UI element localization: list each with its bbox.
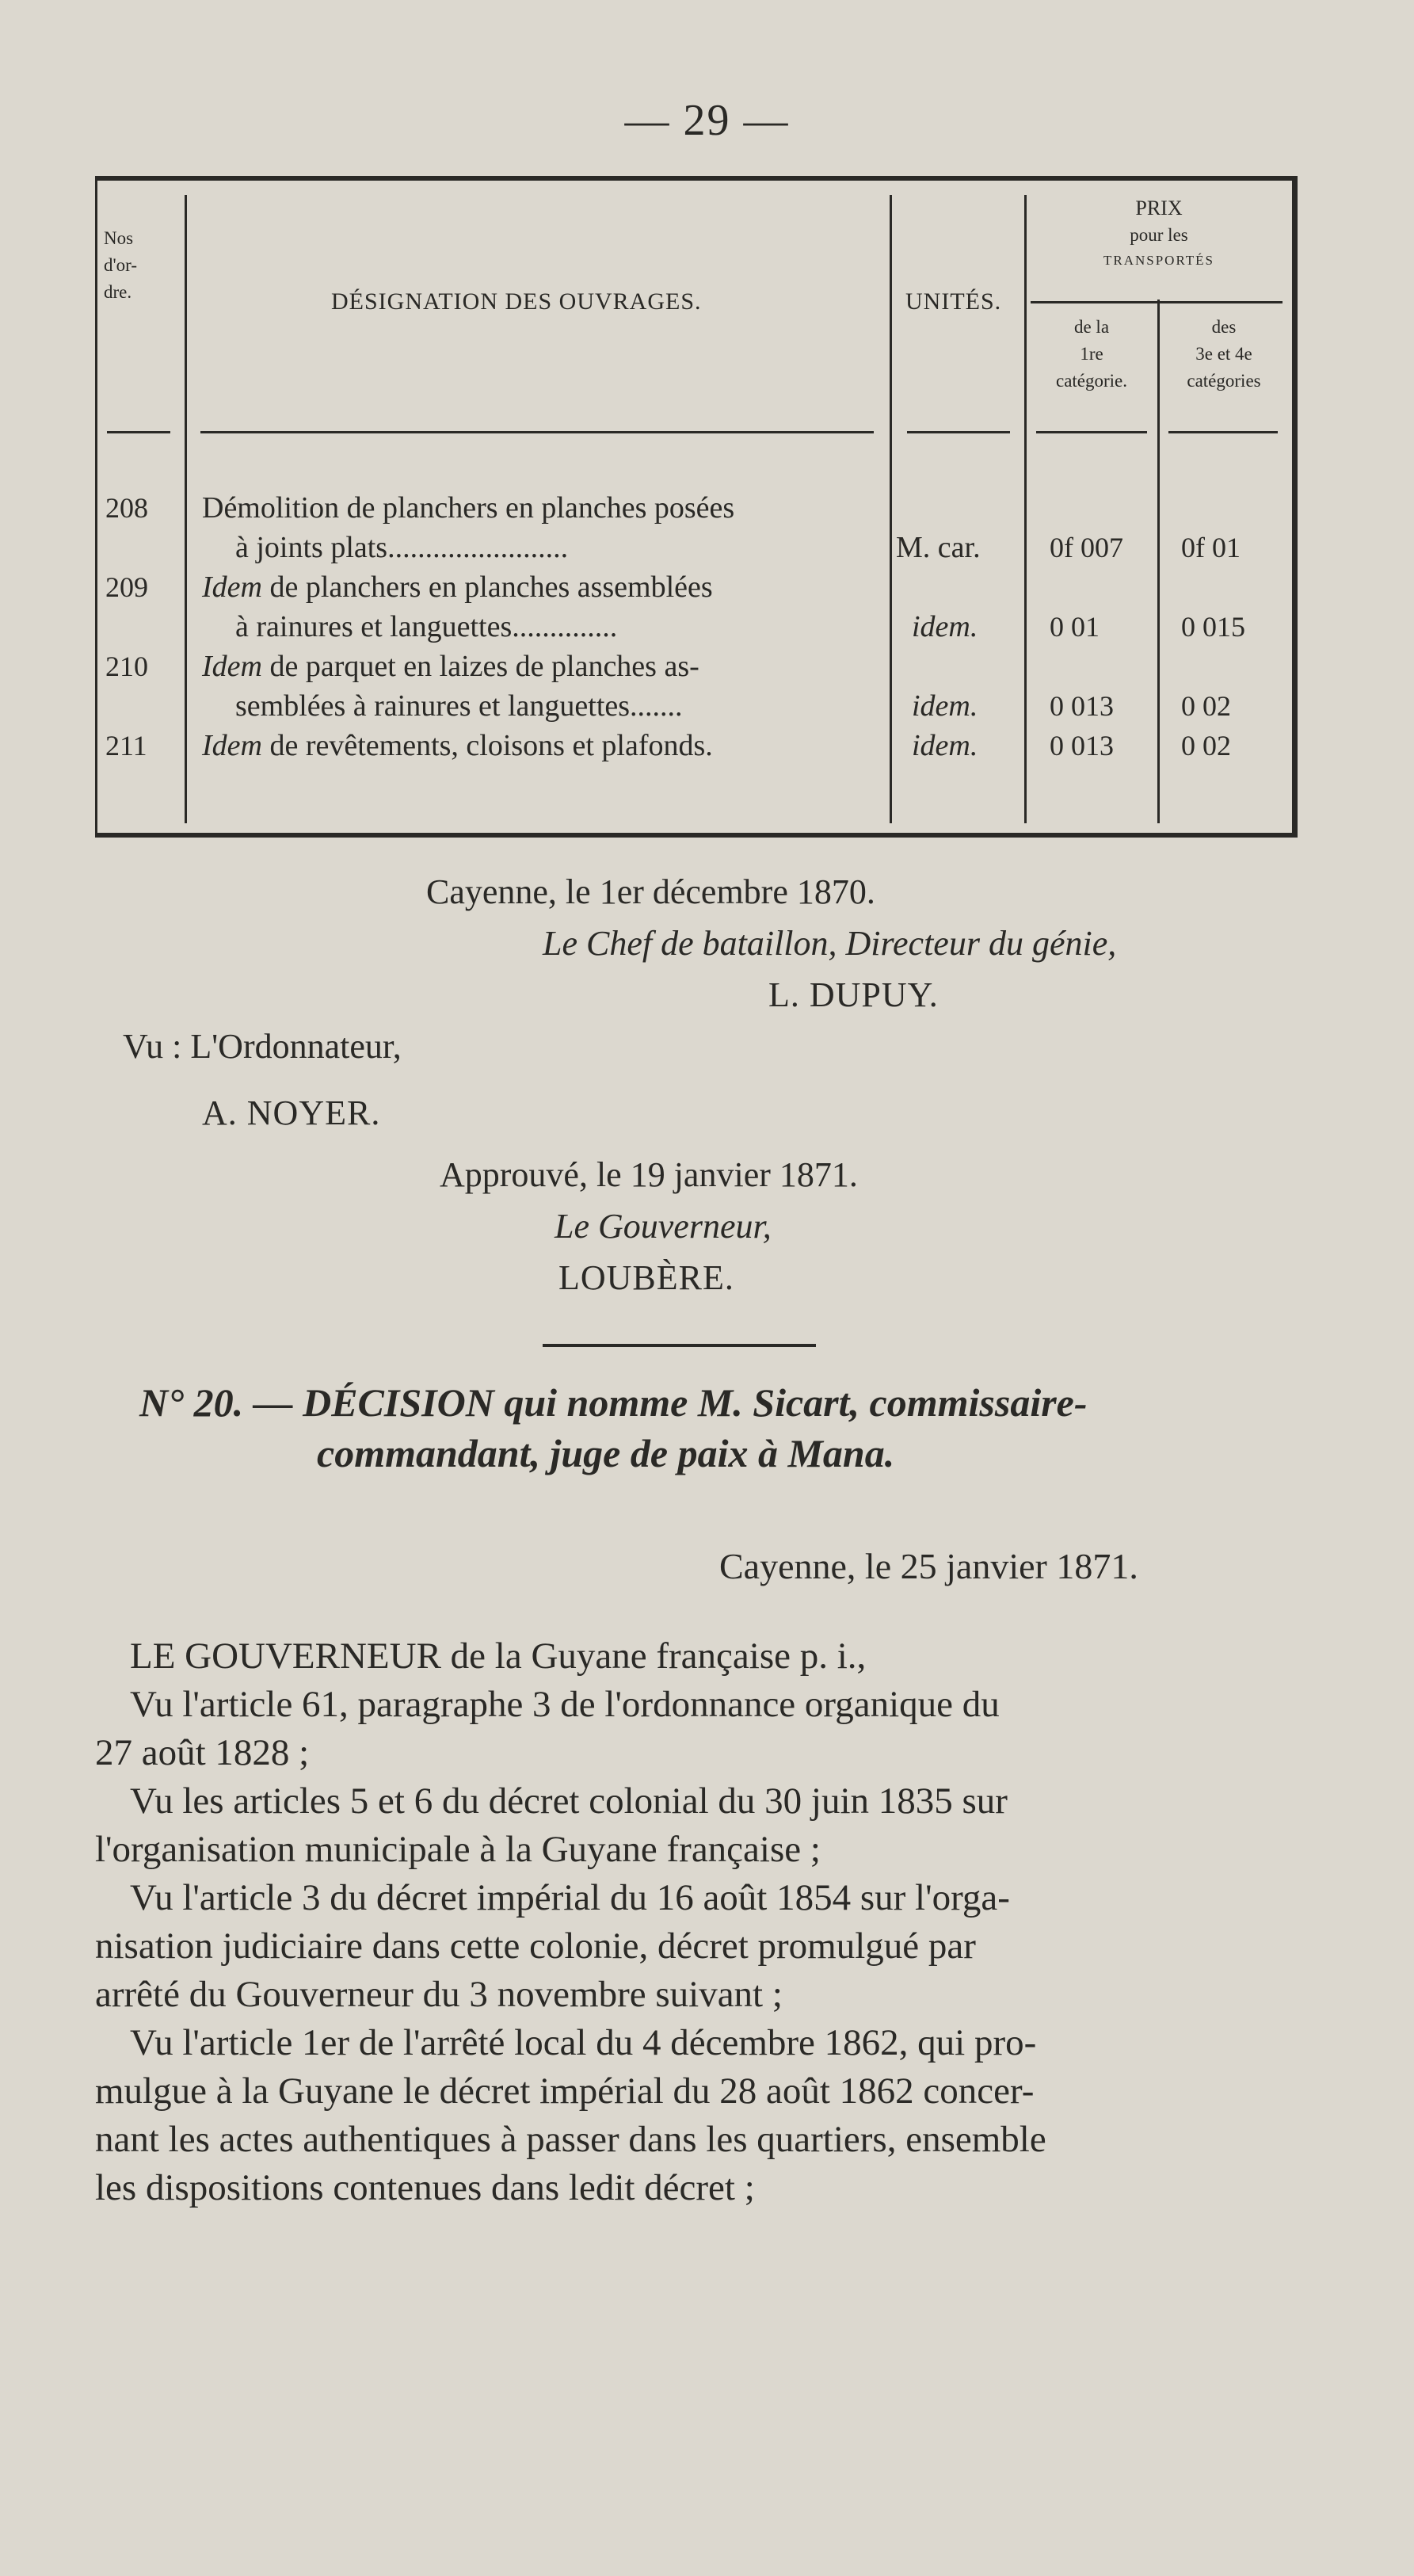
row-price-cat2: 0 02 <box>1181 730 1231 761</box>
place-date: Cayenne, le 1er décembre 1870. <box>426 872 875 911</box>
works-price-table <box>95 176 1298 838</box>
row-price-cat1: 0f 007 <box>1050 532 1123 563</box>
category-2-header: des 3e et 4e catégories <box>1187 317 1261 391</box>
gouverneur-name: LOUBÈRE. <box>558 1258 734 1297</box>
paragraph-line: nant les actes authentiques à passer dans les quartiers, ensemble <box>95 2119 1046 2160</box>
header-rule <box>907 431 1010 433</box>
row-number: 211 <box>105 730 147 761</box>
designation-header: DÉSIGNATION DES OUVRAGES. <box>331 288 702 315</box>
col-separator <box>1157 300 1160 823</box>
row-description: Idem de revêtements, cloisons et plafonds. <box>202 729 713 762</box>
units-header: UNITÉS. <box>905 288 1002 315</box>
paragraph-line: les dispositions contenues dans ledit décret ; <box>95 2167 755 2208</box>
row-unit: idem. <box>912 689 978 723</box>
decision-title-cont: commandant, juge de paix à Mana. <box>317 1431 895 1475</box>
num-header: Nos d'or- dre. <box>104 228 138 302</box>
row-price-cat2: 0 02 <box>1181 690 1231 722</box>
chef-title: Le Chef de bataillon, Directeur du génie, <box>543 924 1117 963</box>
paragraph-line: Vu les articles 5 et 6 du décret colonial du 30 juin 1835 sur <box>130 1780 1008 1822</box>
gouverneur-title: Le Gouverneur, <box>555 1207 772 1246</box>
paragraph-line: l'organisation municipale à la Guyane française ; <box>95 1829 821 1870</box>
row-description: Démolition de planchers en planches posées à joints plats........................ <box>202 491 735 564</box>
paragraph-line: Vu l'article 61, paragraphe 3 de l'ordonnance organique du <box>130 1684 1000 1725</box>
vu-ordonnateur: Vu : L'Ordonnateur, <box>123 1027 402 1066</box>
prix-sub1: pour les <box>1130 225 1188 245</box>
paragraph-line: 27 août 1828 ; <box>95 1732 310 1773</box>
paragraph-line: Vu l'article 1er de l'arrêté local du 4 décembre 1862, qui pro- <box>130 2022 1037 2063</box>
header-rule <box>200 431 874 433</box>
chef-name: L. DUPUY. <box>768 975 939 1014</box>
decision-body <box>95 1632 1283 2212</box>
row-price-cat2: 0 015 <box>1181 611 1245 643</box>
decision-date: Cayenne, le 25 janvier 1871. <box>719 1546 1138 1586</box>
ordonnateur-name: A. NOYER. <box>202 1093 381 1132</box>
row-unit: idem. <box>912 610 978 643</box>
row-description: Idem de parquet en laizes de planches as- semblées à rainures et languettes....... <box>202 650 699 723</box>
decision-title: N° 20. — DÉCISION qui nomme M. Sicart, commissaire- <box>139 1380 1088 1425</box>
page-number: — 29 — <box>624 96 790 145</box>
row-unit: M. car. <box>896 531 981 564</box>
col-separator <box>185 195 187 823</box>
paragraph-line: Vu l'article 3 du décret impérial du 16 août 1854 sur l'orga- <box>130 1877 1010 1918</box>
row-price-cat1: 0 01 <box>1050 611 1100 643</box>
row-description: Idem de planchers en planches assemblées à rainures et languettes.............. <box>202 571 713 643</box>
header-rule <box>107 431 170 433</box>
row-unit: idem. <box>912 729 978 762</box>
row-price-cat1: 0 013 <box>1050 690 1114 722</box>
header-rule <box>1168 431 1278 433</box>
approuve: Approuvé, le 19 janvier 1871. <box>440 1155 858 1194</box>
row-price-cat2: 0f 01 <box>1181 532 1241 563</box>
paragraph-line: mulgue à la Guyane le décret impérial du 28 août 1862 concer- <box>95 2070 1035 2112</box>
prix-header: PRIX <box>1135 197 1183 219</box>
row-price-cat1: 0 013 <box>1050 730 1114 761</box>
paragraph-line: LE GOUVERNEUR de la Guyane française p. i., <box>130 1635 867 1677</box>
row-number: 210 <box>105 651 148 682</box>
prix-brace <box>1031 301 1283 303</box>
prix-sub2: TRANSPORTÉS <box>1103 253 1214 268</box>
section-divider <box>543 1344 816 1347</box>
col-separator <box>1024 195 1027 823</box>
category-1-header: de la 1re catégorie. <box>1055 317 1128 391</box>
row-number: 209 <box>105 571 148 603</box>
paragraph-line: arrêté du Gouverneur du 3 novembre suivant ; <box>95 1974 783 2015</box>
row-number: 208 <box>105 492 148 524</box>
paragraph-line: nisation judiciaire dans cette colonie, décret promulgué par <box>95 1925 976 1967</box>
header-rule <box>1036 431 1147 433</box>
